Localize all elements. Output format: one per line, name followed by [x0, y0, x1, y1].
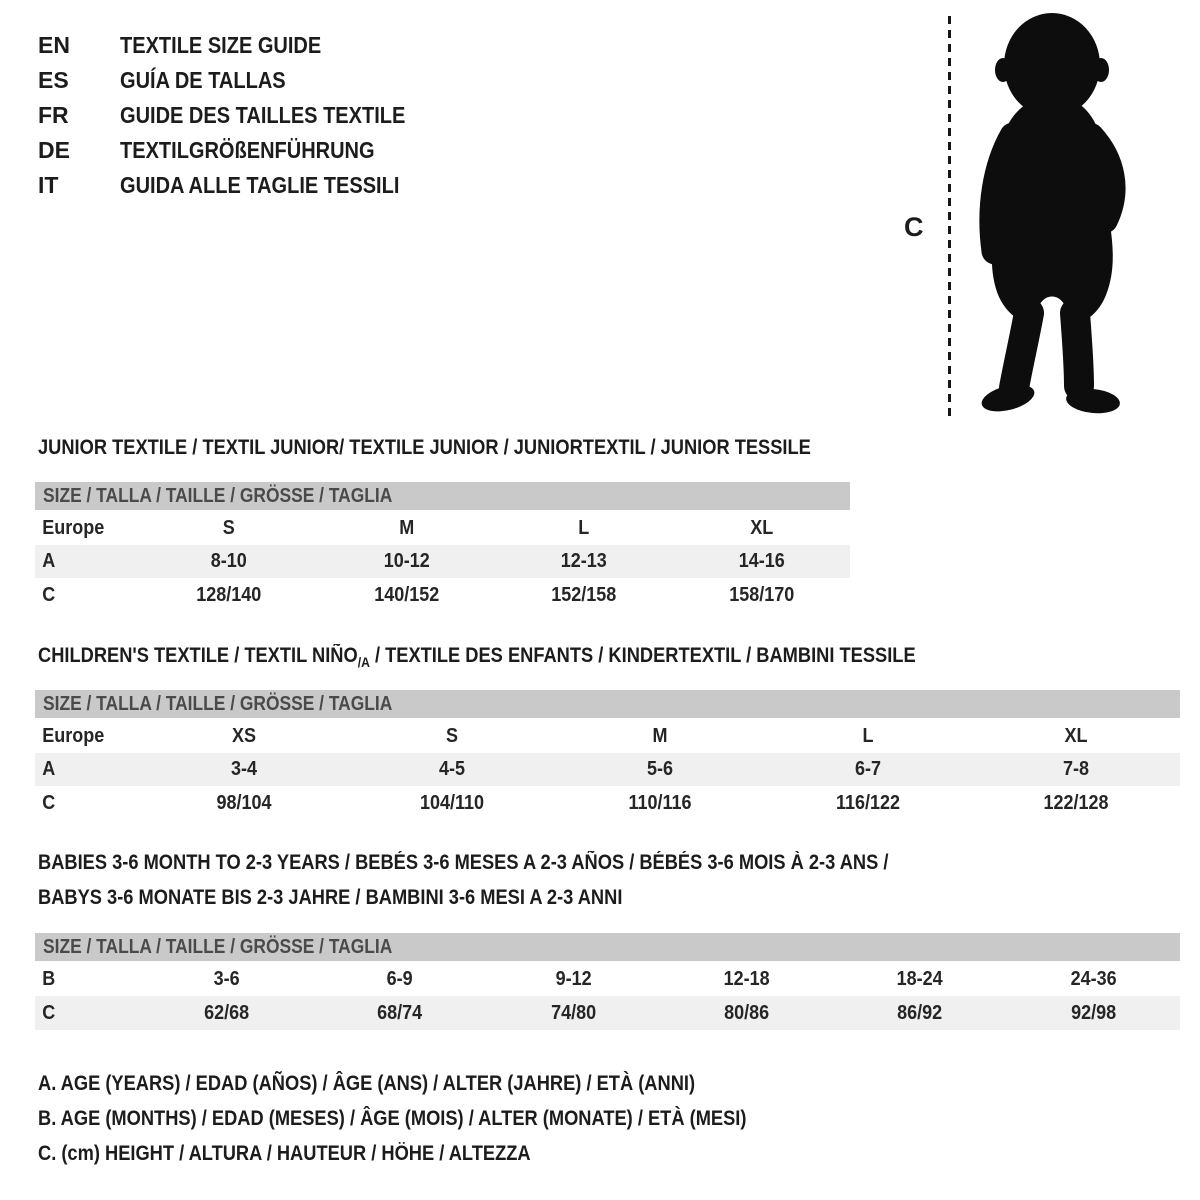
note-height-cm-text: C. (cm) HEIGHT / ALTURA / HAUTEUR / HÖHE / ALTEZZA: [38, 1142, 531, 1165]
size-cell: S: [445, 725, 459, 747]
age-cell: 6-9: [386, 968, 413, 990]
children-size-table: [35, 690, 1180, 820]
language-title-list: [38, 28, 448, 203]
row-label: C: [42, 1001, 56, 1024]
table-row-europe: [35, 720, 1180, 753]
age-cell: 14-16: [738, 550, 785, 572]
size-header-label: SIZE / TALLA / TAILLE / GRÖSSE / TAGLIA: [43, 935, 393, 958]
children-title-prefix: CHILDREN'S TEXTILE / TEXTIL NIÑO: [38, 644, 358, 667]
age-cell: 10-12: [383, 550, 430, 572]
size-header-bar: [35, 482, 850, 510]
junior-size-table: [35, 482, 850, 612]
height-cell: 110/116: [628, 791, 692, 814]
row-label: Europe: [42, 725, 105, 747]
language-code: EN: [38, 32, 70, 58]
language-row-de: [38, 133, 448, 168]
note-age-months: [38, 1107, 852, 1131]
age-cell: 12-13: [560, 550, 607, 572]
age-cell: 8-10: [210, 550, 247, 572]
table-row-height-cm: [35, 786, 1180, 820]
babies-section-title-line2: [38, 886, 710, 910]
language-row-it: [38, 168, 448, 203]
row-label: Europe: [42, 517, 105, 539]
size-cell: S: [222, 517, 235, 539]
size-cell: M: [652, 725, 668, 747]
language-code: FR: [38, 102, 69, 128]
language-code: DE: [38, 137, 70, 163]
note-age-years-text: A. AGE (YEARS) / EDAD (AÑOS) / ÂGE (ANS) / ALTER (JAHRE) / ETÀ (ANNI): [38, 1072, 696, 1095]
language-row-es: [38, 63, 448, 98]
height-cell: 86/92: [897, 1001, 943, 1024]
table-row-age-years: [35, 753, 1180, 786]
age-cell: 3-6: [213, 968, 240, 990]
table-row-height-cm: [35, 996, 1180, 1030]
height-cell: 92/98: [1070, 1001, 1116, 1024]
height-cell: 74/80: [550, 1001, 596, 1024]
guide-title: TEXTILGRÖßENFÜHRUNG: [120, 137, 375, 163]
age-cell: 3-4: [230, 758, 258, 780]
row-label: A: [42, 550, 56, 572]
height-cell: 68/74: [377, 1001, 423, 1024]
height-cell: 62/68: [204, 1001, 250, 1024]
height-cell: 158/170: [728, 583, 794, 606]
age-cell: 9-12: [555, 968, 592, 990]
height-cell: 128/140: [196, 583, 262, 606]
age-cell: 24-36: [1070, 968, 1117, 990]
size-cell: XL: [749, 517, 773, 539]
size-cell: L: [862, 725, 874, 747]
size-cell: XL: [1064, 725, 1088, 747]
children-section-title: [38, 644, 1047, 670]
age-cell: 12-18: [723, 968, 770, 990]
height-cell: 122/128: [1043, 791, 1109, 814]
guide-title: GUÍA DE TALLAS: [120, 67, 286, 93]
age-cell: 4-5: [438, 758, 466, 780]
size-cell: XS: [231, 725, 257, 747]
height-cell: 116/122: [835, 791, 901, 814]
babies-section-title-line1: [38, 851, 1016, 875]
height-cell: 80/86: [724, 1001, 770, 1024]
table-row-europe: [35, 512, 850, 545]
age-cell: 5-6: [646, 758, 674, 780]
height-cell: 104/110: [419, 791, 485, 814]
height-cell: 152/158: [551, 583, 617, 606]
row-label: C: [42, 583, 56, 606]
age-cell: 7-8: [1062, 758, 1090, 780]
babies-section-title-text2: BABYS 3-6 MONATE BIS 2-3 JAHRE / BAMBINI 3-6 MESI A 2-3 ANNI: [38, 886, 623, 909]
height-measure-label: C: [904, 212, 924, 242]
guide-title: TEXTILE SIZE GUIDE: [120, 32, 322, 58]
table-row-age-years: [35, 545, 850, 578]
size-cell: M: [398, 517, 414, 539]
row-label: B: [42, 968, 56, 990]
size-header-label: SIZE / TALLA / TAILLE / GRÖSSE / TAGLIA: [43, 484, 393, 507]
children-title-suffix: / TEXTILE DES ENFANTS / KINDERTEXTIL / BAMBINI TESSILE: [369, 644, 916, 667]
guide-title: GUIDA ALLE TAGLIE TESSILI: [120, 172, 400, 198]
babies-section-title-text1: BABIES 3-6 MONTH TO 2-3 YEARS / BEBÉS 3-6 MESES A 2-3 AÑOS / BÉBÉS 3-6 MOIS À 2-3 ANS /: [38, 851, 889, 874]
height-cell: 140/152: [373, 583, 439, 606]
size-header-bar: [35, 690, 1180, 718]
age-cell: 6-7: [854, 758, 882, 780]
language-row-en: [38, 28, 448, 63]
size-header-label: SIZE / TALLA / TAILLE / GRÖSSE / TAGLIA: [43, 692, 393, 715]
note-age-months-text: B. AGE (MONTHS) / EDAD (MESES) / ÂGE (MOIS) / ALTER (MONATE) / ETÀ (MESI): [38, 1107, 747, 1130]
language-code: IT: [38, 172, 59, 198]
toddler-silhouette-icon: [962, 8, 1140, 420]
table-row-age-months: [35, 963, 1180, 996]
table-row-height-cm: [35, 578, 850, 612]
note-age-years: [38, 1072, 793, 1096]
junior-section-title: [38, 436, 926, 460]
size-header-bar: [35, 933, 1180, 961]
note-height-cm: [38, 1142, 604, 1166]
age-cell: 18-24: [896, 968, 943, 990]
height-measure-dashed-line: [948, 16, 951, 418]
babies-size-table: [35, 933, 1180, 1030]
height-cell: 98/104: [216, 791, 272, 814]
language-code: ES: [38, 67, 69, 93]
children-title-sub: /A: [357, 654, 370, 671]
row-label: A: [42, 758, 56, 780]
size-cell: L: [578, 517, 590, 539]
row-label: C: [42, 791, 56, 814]
junior-section-title-text: JUNIOR TEXTILE / TEXTIL JUNIOR/ TEXTILE JUNIOR / JUNIORTEXTIL / JUNIOR TESSILE: [38, 436, 811, 459]
guide-title: GUIDE DES TAILLES TEXTILE: [120, 102, 406, 128]
children-section-title-text: [38, 644, 916, 670]
language-row-fr: [38, 98, 448, 133]
